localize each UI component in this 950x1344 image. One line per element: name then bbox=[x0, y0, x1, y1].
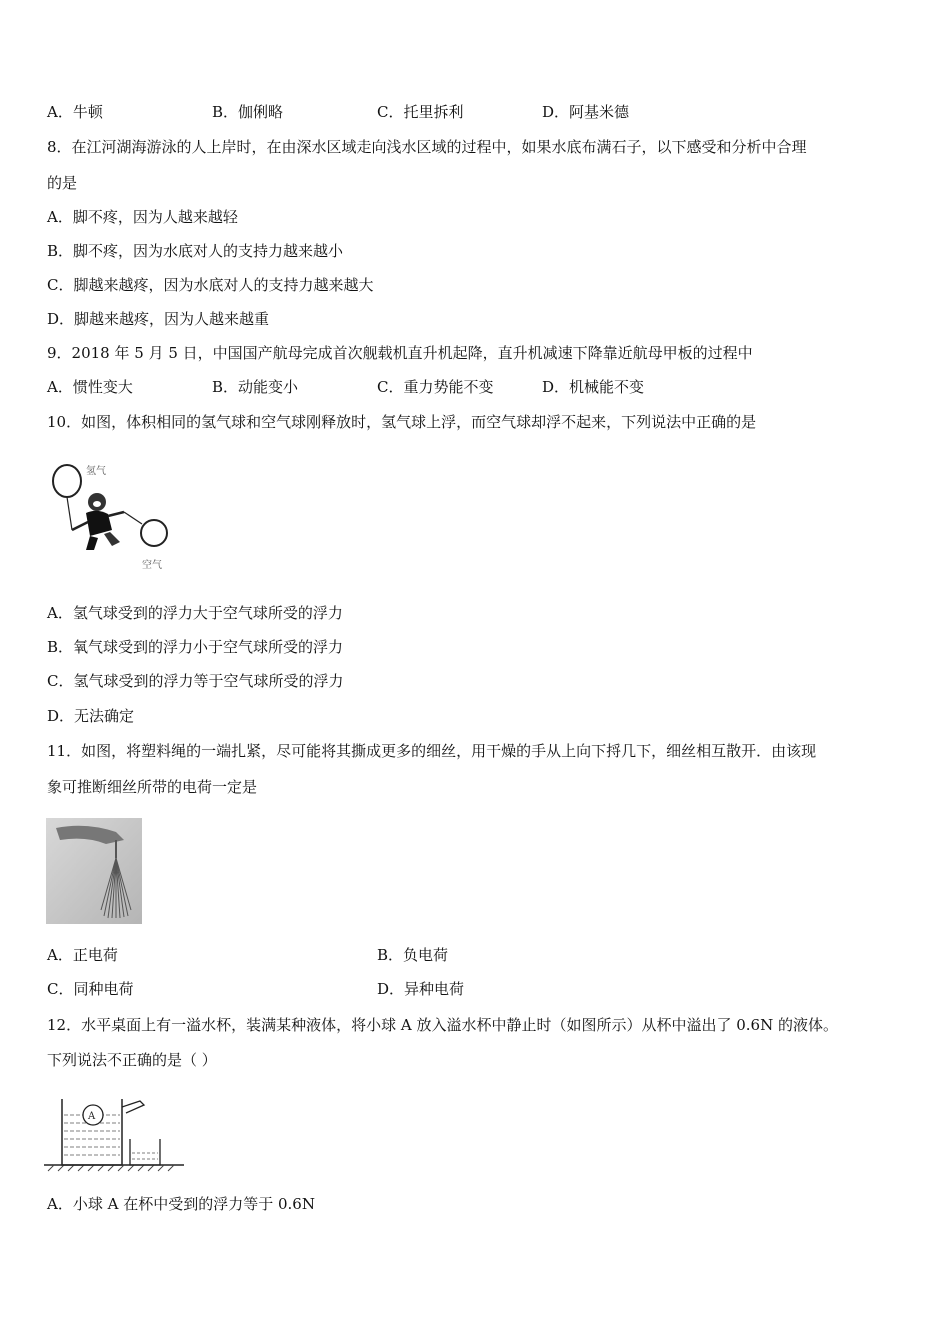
q9-options bbox=[47, 377, 644, 397]
q11-photo-figure bbox=[46, 818, 142, 924]
ball-a-label: A bbox=[88, 1111, 96, 1122]
q9-option-c: C．重力势能不变 bbox=[377, 378, 494, 396]
q8-option-d: D．脚越来越疼，因为人越来越重 bbox=[47, 310, 270, 328]
q8-stem-line2: 的是 bbox=[47, 174, 78, 192]
beaker-liquid bbox=[132, 1153, 158, 1159]
q10-stem: 10．如图，体积相同的氢气球和空气球刚释放时，氢气球上浮，而空气球却浮不起来，下列说法中正确的是 bbox=[47, 413, 757, 431]
q12-stem-line1: 12．水平桌面上有一溢水杯，装满某种液体，将小球 A 放入溢水杯中静止时（如图所示）从杯中溢出了 0.6N 的液体。 bbox=[47, 1016, 838, 1034]
q9-option-a: A．惯性变大 bbox=[47, 378, 133, 396]
q8-option-c: C．脚越来越疼，因为水底对人的支持力越来越大 bbox=[47, 276, 374, 294]
q11-stem-line1: 11．如图，将塑料绳的一端扎紧，尽可能将其撕成更多的细丝，用干燥的手从上向下捋几下，细丝相互散开．由该现 bbox=[47, 742, 817, 760]
q12-stem-line2: 下列说法不正确的是（ ） bbox=[47, 1051, 217, 1069]
q7-option-b: B．伽俐略 bbox=[212, 103, 284, 121]
q12-option-a: A．小球 A 在杯中受到的浮力等于 0.6N bbox=[47, 1195, 315, 1213]
q11-stem-line2: 象可推断细丝所带的电荷一定是 bbox=[47, 778, 258, 796]
q10-option-c: C．氢气球受到的浮力等于空气球所受的浮力 bbox=[47, 672, 344, 690]
q9-option-b: B．动能变小 bbox=[212, 378, 299, 396]
q8-stem-line1: 8．在江河湖海游泳的人上岸时，在由深水区域走向浅水区域的过程中，如果水底布满石子，以下感受和分析中合理 bbox=[47, 138, 807, 156]
q10-option-d: D．无法确定 bbox=[47, 707, 135, 725]
hydrogen-balloon-string bbox=[67, 497, 72, 530]
q11-options-row2 bbox=[47, 979, 464, 999]
q8-option-b: B．脚不疼，因为水底对人的支持力越来越小 bbox=[47, 242, 344, 260]
q11-option-a: A．正电荷 bbox=[47, 946, 118, 964]
table-hatching bbox=[48, 1165, 174, 1171]
air-balloon-string bbox=[124, 512, 142, 524]
q12-overflow-cup-figure bbox=[44, 1093, 184, 1173]
air-balloon bbox=[141, 520, 167, 546]
q10-balloon-figure bbox=[50, 458, 175, 573]
q11-options-row1 bbox=[47, 945, 448, 965]
q11-option-d: D．异种电荷 bbox=[377, 980, 465, 998]
hydrogen-balloon bbox=[53, 465, 81, 497]
q10-option-a: A．氢气球受到的浮力大于空气球所受的浮力 bbox=[47, 604, 343, 622]
q11-option-b: B．负电荷 bbox=[377, 946, 449, 964]
q7-option-c: C．托里拆利 bbox=[377, 103, 464, 121]
q8-option-a: A．脚不疼，因为人越来越轻 bbox=[47, 208, 238, 226]
small-beaker bbox=[130, 1139, 160, 1165]
q9-option-d: D．机械能不变 bbox=[542, 378, 645, 396]
q7-option-a: A．牛顿 bbox=[47, 103, 103, 121]
hydrogen-label: 氢气 bbox=[86, 466, 106, 477]
q9-stem: 9．2018 年 5 月 5 日，中国国产航母完成首次舰载机直升机起降，直升机减速下降靠近航母甲板的过程中 bbox=[47, 344, 753, 362]
air-label: 空气 bbox=[142, 560, 162, 571]
q7-options bbox=[47, 102, 629, 122]
child-figure bbox=[72, 493, 124, 550]
q11-option-c: C．同种电荷 bbox=[47, 980, 134, 998]
q7-option-d: D．阿基米德 bbox=[542, 103, 630, 121]
overflow-spout bbox=[122, 1101, 144, 1113]
q10-option-b: B．氧气球受到的浮力小于空气球所受的浮力 bbox=[47, 638, 344, 656]
